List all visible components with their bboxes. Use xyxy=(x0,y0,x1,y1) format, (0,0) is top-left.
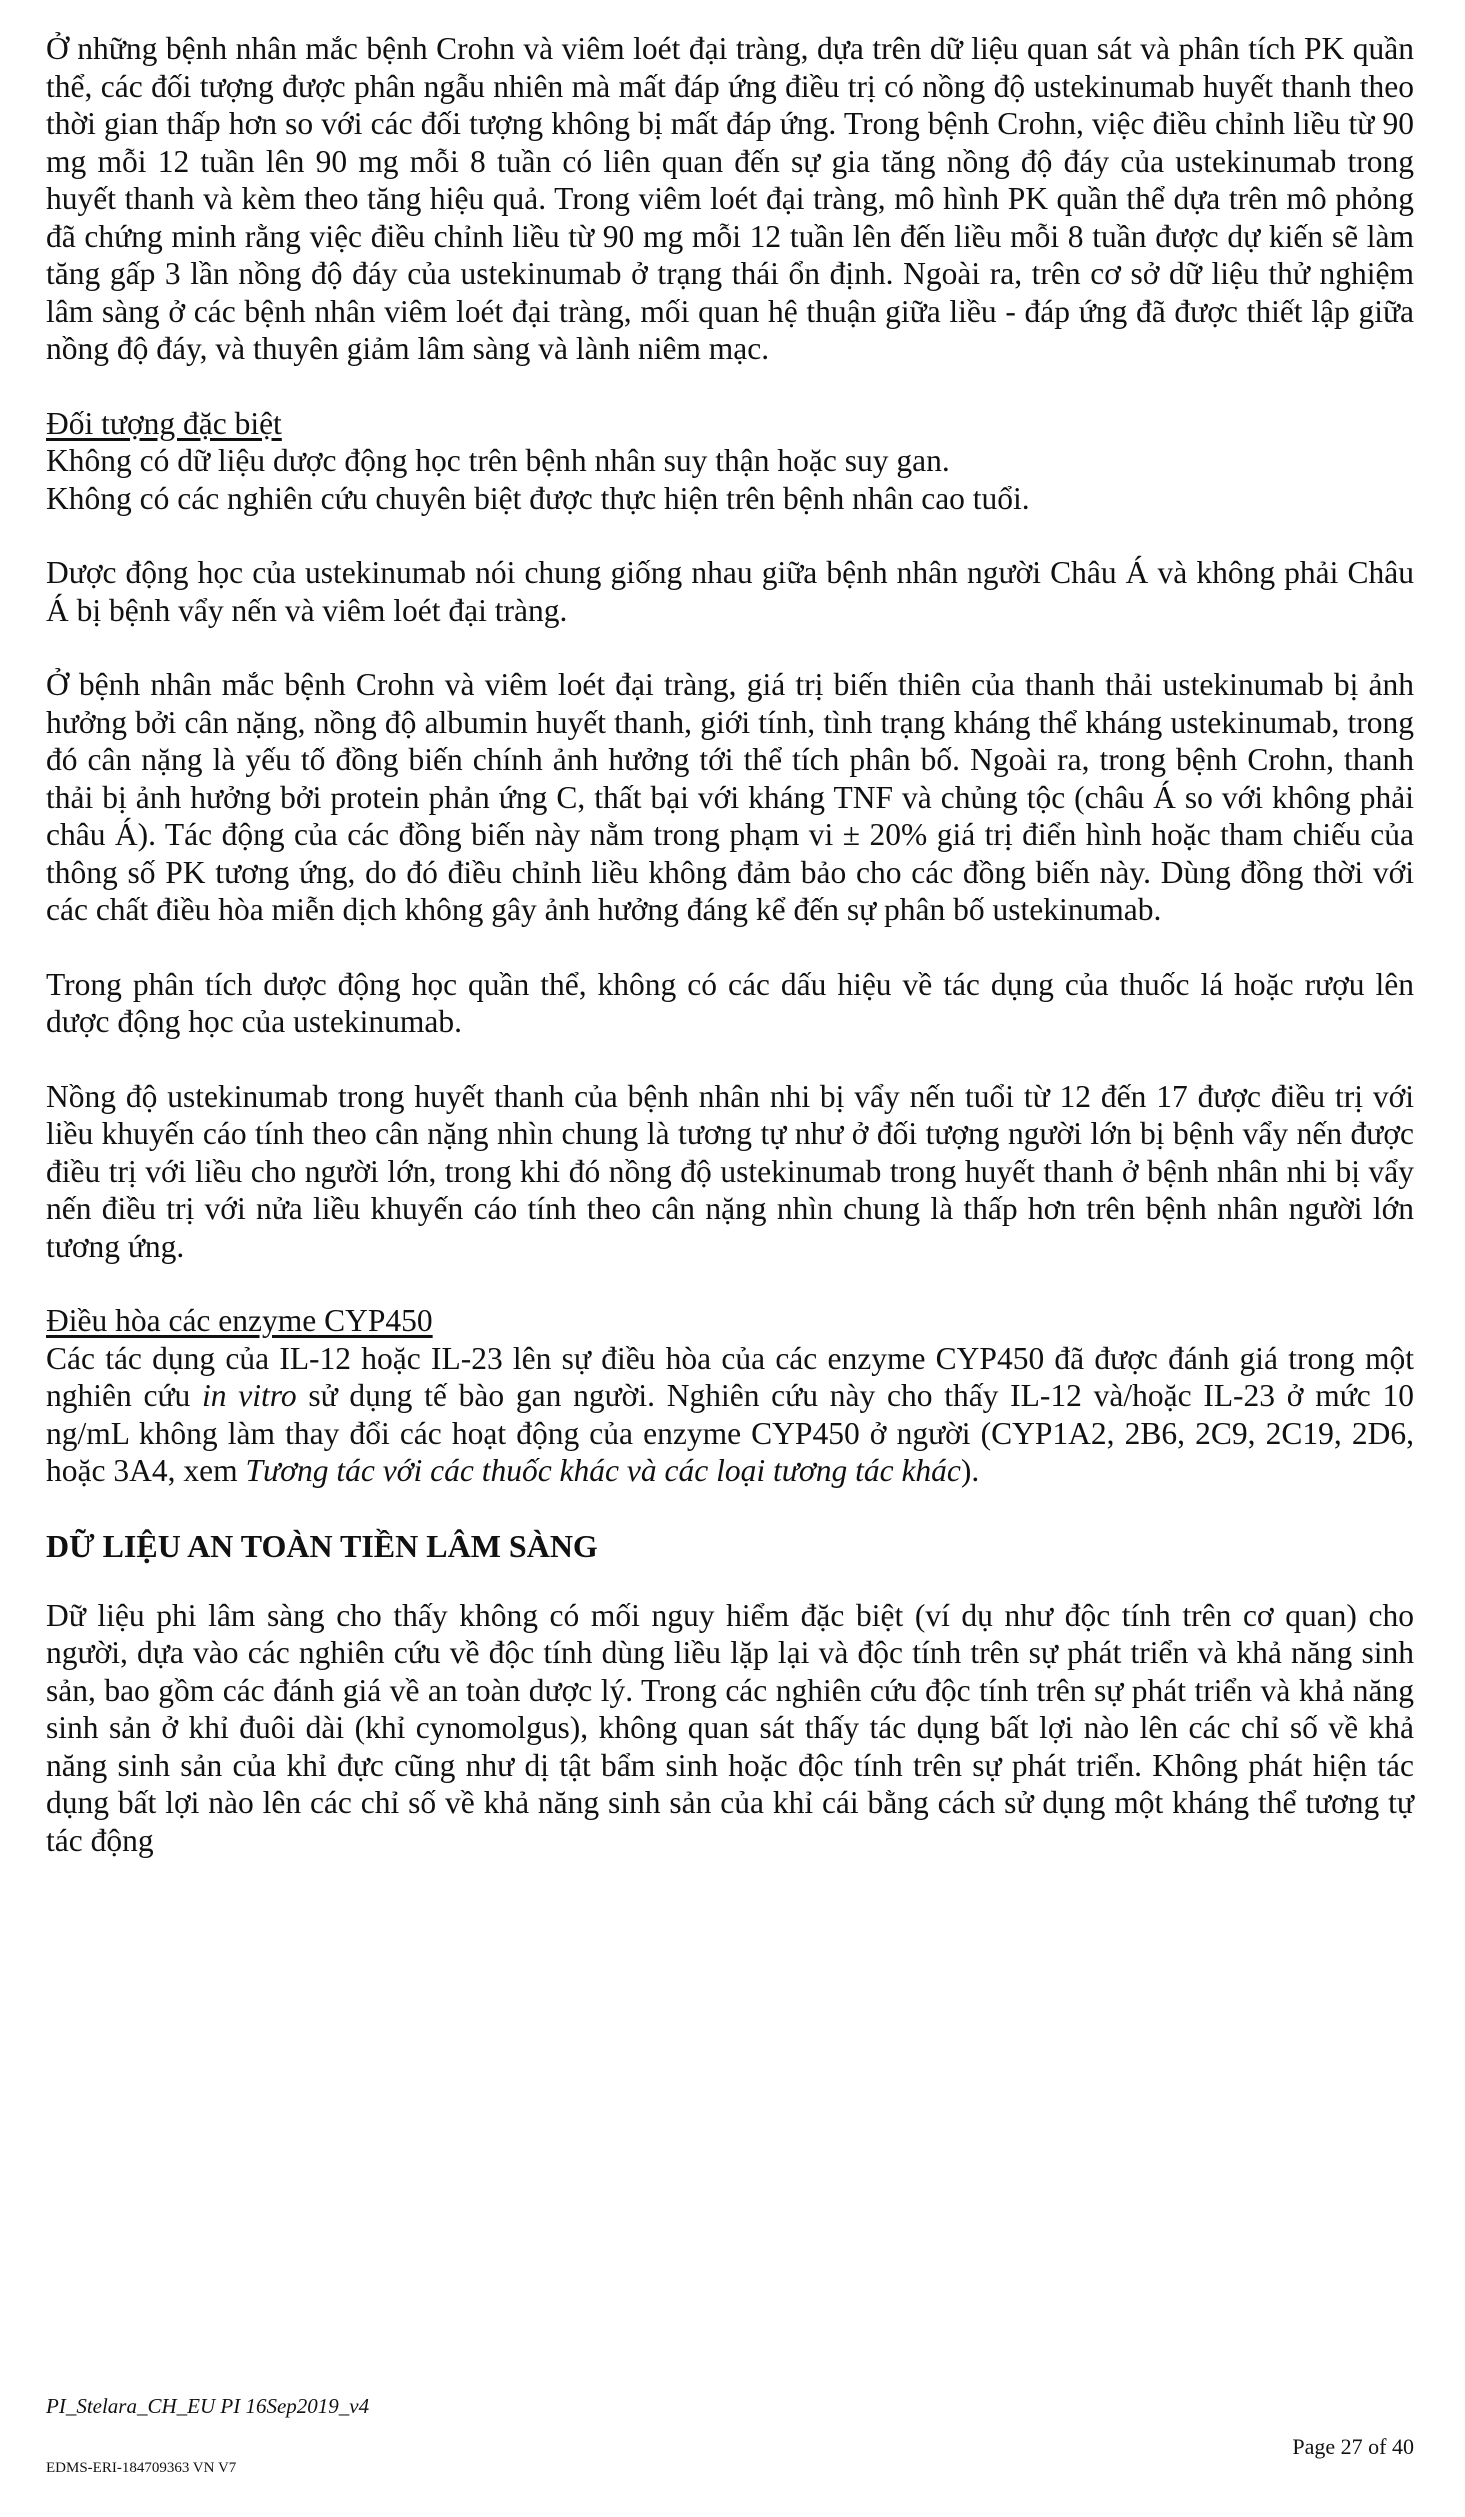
special-populations-section xyxy=(46,405,1414,518)
cyp450-heading: Điều hòa các enzyme CYP450 xyxy=(46,1303,433,1338)
paragraph-pediatric: Nồng độ ustekinumab trong huyết thanh của bệnh nhân nhi bị vẩy nến tuổi từ 12 đến 17 được điều trị với liều khuyến cáo tính theo cân nặng nhìn chung là tương tự như ở đối tượng người lớn bị bệnh vẩy nến được điều trị với liều cho người lớn, trong khi đó nồng độ ustekinumab trong huyết thanh ở bệnh nhân nhi bị vẩy nến điều trị với nửa liều khuyến cáo tính theo cân nặng nhìn chung là thấp hơn trên bệnh nhân người lớn tương ứng. xyxy=(46,1078,1414,1264)
preclinical-safety-title: DỮ LIỆU AN TOÀN TIỀN LÂM SÀNG xyxy=(46,1527,598,1564)
footer-doc-ref: PI_Stelara_CH_EU PI 16Sep2019_v4 xyxy=(46,2394,370,2418)
special-populations-line-2: Không có các nghiên cứu chuyên biệt được thực hiện trên bệnh nhân cao tuổi. xyxy=(46,480,1030,516)
page-footer xyxy=(46,2380,1414,2490)
paragraph-crohn-uc-pk: Ở những bệnh nhân mắc bệnh Crohn và viêm loét đại tràng, dựa trên dữ liệu quan sát và phân tích PK quần thể, các đối tượng được phân ngẫu nhiên mà mất đáp ứng điều trị có nồng độ ustekinumab huyết thanh theo thời gian thấp hơn so với các đối tượng không bị mất đáp ứng. Trong bệnh Crohn, việc điều chỉnh liều từ 90 mg mỗi 12 tuần lên 90 mg mỗi 8 tuần có liên quan đến sự gia tăng nồng độ đáy của ustekinumab trong huyết thanh và kèm theo tăng hiệu quả. Trong viêm loét đại tràng, mô hình PK quần thể dựa trên mô phỏng đã chứng minh rằng việc điều chỉnh liều từ 90 mg mỗi 12 tuần lên đến liều mỗi 8 tuần được dự kiến sẽ làm tăng gấp 3 lần nồng độ đáy của ustekinumab ở trạng thái ổn định. Ngoài ra, trên cơ sở dữ liệu thử nghiệm lâm sàng ở các bệnh nhân viêm loét đại tràng, mối quan hệ thuận giữa liều - đáp ứng đã được thiết lập giữa nồng độ đáy, và thuyên giảm lâm sàng và lành niêm mạc. xyxy=(46,31,1414,366)
special-populations-line-1: Không có dữ liệu dược động học trên bệnh nhân suy thận hoặc suy gan. xyxy=(46,443,950,478)
cyp450-text-b: sử dụng tế bào gan người. Nghiên cứu này cho thấy IL-12 và/hoặc IL-23 ở mức 10 ng/mL không làm thay đổi các hoạt động của enzyme CYP450 ở người (CYP1A2, 2B6, 2C9, 2C19, 2D6, hoặc 3A4, xem xyxy=(46,1378,1414,1488)
cyp450-in-vitro: in vitro xyxy=(202,1378,297,1413)
cyp450-interactions-ref: Tương tác với các thuốc khác và các loại tương tác khác xyxy=(245,1453,961,1488)
footer-page-number: Page 27 of 40 xyxy=(1292,2434,1414,2459)
cyp450-text-c: ). xyxy=(960,1453,980,1488)
document-body xyxy=(46,30,1414,1859)
paragraph-asian-pk: Dược động học của ustekinumab nói chung giống nhau giữa bệnh nhân người Châu Á và không phải Châu Á bị bệnh vẩy nến và viêm loét đại tràng. xyxy=(46,555,1414,628)
paragraph-tobacco-alcohol: Trong phân tích dược động học quần thể, không có các dấu hiệu về tác dụng của thuốc lá hoặc rượu lên dược động học của ustekinumab. xyxy=(46,966,1414,1039)
footer-edms-id: EDMS-ERI-184709363 VN V7 xyxy=(46,2460,237,2476)
paragraph-covariates: Ở bệnh nhân mắc bệnh Crohn và viêm loét đại tràng, giá trị biến thiên của thanh thải ustekinumab bị ảnh hưởng bởi cân nặng, nồng độ albumin huyết thanh, giới tính, tình trạng kháng thể kháng ustekinumab, trong đó cân nặng là yếu tố đồng biến chính ảnh hưởng tới thể tích phân bố. Ngoài ra, trong bệnh Crohn, thanh thải bị ảnh hưởng bởi protein phản ứng C, thất bại với kháng TNF và chủng tộc (châu Á so với không phải châu Á). Tác động của các đồng biến này nằm trong phạm vi ± 20% giá trị điển hình hoặc tham chiếu của thông số PK tương ứng, do đó điều chỉnh liều không đảm bảo cho các đồng biến này. Dùng đồng thời với các chất điều hòa miễn dịch không gây ảnh hưởng đáng kể đến sự phân bố ustekinumab. xyxy=(46,667,1414,927)
cyp450-section xyxy=(46,1302,1414,1490)
special-populations-heading: Đối tượng đặc biệt xyxy=(46,405,282,441)
cyp450-text-a: Các tác dụng của IL-12 hoặc IL-23 lên sự điều hòa của các enzyme CYP450 đã được đánh giá trong một nghiên cứu xyxy=(46,1340,1414,1413)
paragraph-preclinical: Dữ liệu phi lâm sàng cho thấy không có mối nguy hiểm đặc biệt (ví dụ như độc tính trên cơ quan) cho người, dựa vào các nghiên cứu về độc tính dùng liều lặp lại và độc tính trên sự phát triển và khả năng sinh sản, bao gồm các đánh giá về an toàn dược lý. Trong các nghiên cứu độc tính trên sự phát triển và khả năng sinh sản ở khỉ đuôi dài (khỉ cynomolgus), không quan sát thấy tác dụng bất lợi nào lên các chỉ số về khả năng sinh sản của khỉ đực cũng như dị tật bẩm sinh hoặc độc tính trên sự phát triển. Không phát hiện tác dụng bất lợi nào lên các chỉ số về khả năng sinh sản của khỉ cái bằng cách sử dụng một kháng thể tương tự tác động xyxy=(46,1597,1414,1858)
cyp450-paragraph xyxy=(46,1340,1414,1490)
